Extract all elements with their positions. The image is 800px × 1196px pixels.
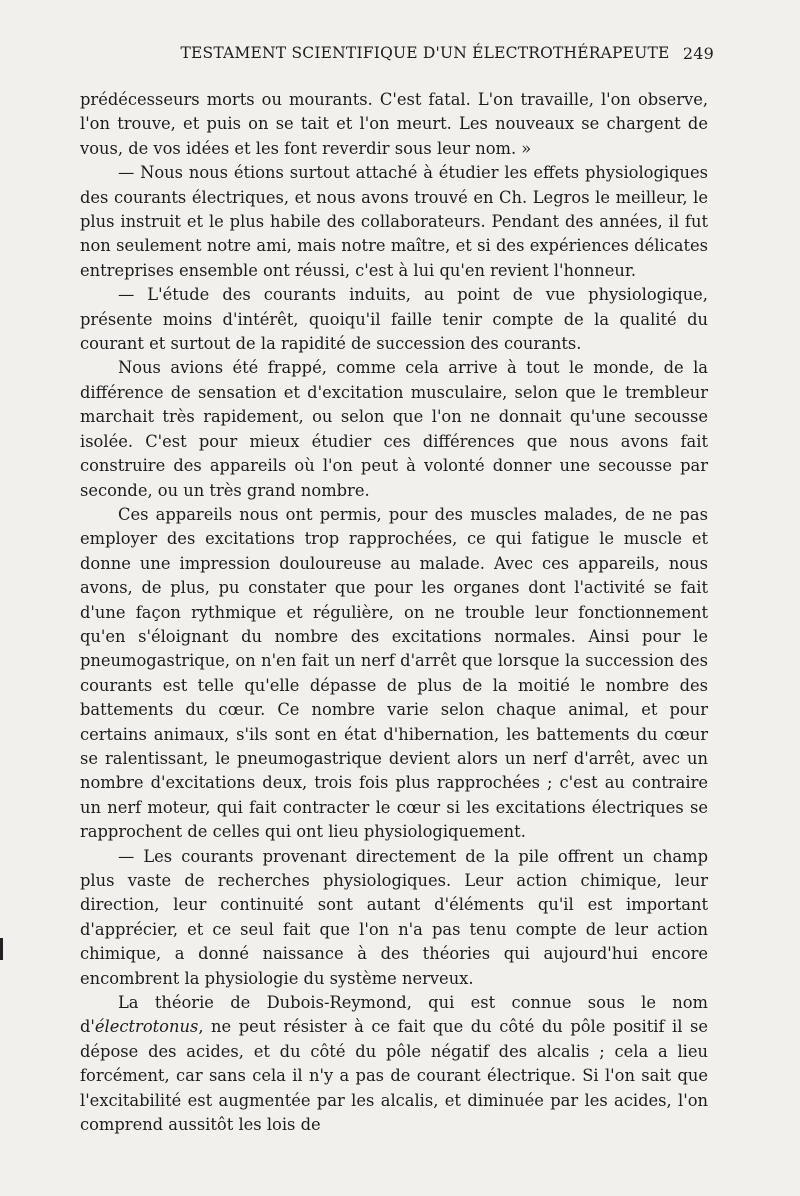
paragraph-electrotonus [80,991,708,1137]
electrotonus-text-before: La théorie de Dubois-Reymond, qui est connue sous le nom d' [80,993,708,1037]
page-edge-mark [0,938,3,960]
paragraph-courants-pile: — Les courants provenant directement de la pile offrent un champ plus vaste de recherches physiologiques. Leur action chimique, leur direction, leur continuité sont autant d'éléments qu'il est important d'apprécier, et ce seul fait que l'on n'a pas tenu compte de leur action chimique, a donné naissance à des théories qui aujourd'hui encore encombrent la physiologie du système nerveux. [80,846,708,988]
body-text [80,88,708,1137]
electrotonus-term: électrotonus [94,1017,199,1037]
paragraph-continuation: prédécesseurs morts ou mourants. C'est fatal. L'on travaille, l'on observe, l'on trouve, et puis on se tait et l'on meurt. Les nouveaux se chargent de vous, de vos idées et les font reverdir sous leur nom. » [80,90,708,158]
page-number: 249 [682,44,714,63]
paragraph-trembleur: Nous avions été frappé, comme cela arrive à tout le monde, de la différence de sensation et d'excitation musculaire, selon que le trembleur marchait très rapidement, ou selon que l'on ne donnait qu'une secousse isolée. C'est pour mieux étudier ces différences que nous avons fait construire des appareils où l'on peut à volonté donner une secousse par seconde, ou un très grand nombre. [80,358,708,500]
running-head-title: TESTAMENT SCIENTIFIQUE D'UN ÉLECTROTHÉRAPEUTE [180,44,670,62]
paragraph-courants-induits: — L'étude des courants induits, au point de vue physiologique, présente moins d'intérêt, quoiqu'il faille tenir compte de la qualité du courant et surtout de la rapidité de succession des courants. [80,285,708,354]
paragraph-legros: — Nous nous étions surtout attaché à étudier les effets physiologiques des courants électriques, et nous avons trouvé en Ch. Legros le meilleur, le plus instruit et le plus habile des collaborateurs. Pendant des années, il fut non seulement notre ami, mais notre maître, et si des expériences délicates entreprises ensemble ont réussi, c'est à lui qu'en revient l'honneur. [80,163,708,280]
paragraph-appareils: Ces appareils nous ont permis, pour des muscles malades, de ne pas employer des excitations trop rapprochées, ce qui fatigue le muscle et donne une impression douloureuse au malade. Avec ces appareils, nous avons, de plus, pu constater que pour les organes dont l'activité se fait d'une façon rythmique et régulière, on ne trouble leur fonctionnement qu'en s'éloignant du nombre des excitations normales. Ainsi pour le pneumogastrique, on n'en fait un nerf d'arrêt que lorsque la succession des courants est telle qu'elle dépasse de plus de la moitié le nombre des battements du cœur. Ce nombre varie selon chaque animal, et pour certains animaux, s'ils sont en état d'hibernation, les battements du cœur se ralentissant, le pneumogastrique devient alors un nerf d'arrêt, avec un nombre d'excitations deux, trois fois plus rapprochées ; c'est au contraire un nerf moteur, qui fait contracter le cœur si les excitations électriques se rapprochent de celles qui ont lieu physiologiquement. [80,504,708,842]
electrotonus-text-after: , ne peut résister à ce fait que du côté du pôle positif il se dépose des acides, et du côté du pôle négatif des alcalis ; cela a lieu forcément, car sans cela il n'y a pas de courant électrique. Si l'on sait que l'excitabilité est augmentée par les alcalis, et diminuée par les acides, l'on comprend aussitôt les lois de [80,1017,708,1135]
running-head [142,44,714,70]
